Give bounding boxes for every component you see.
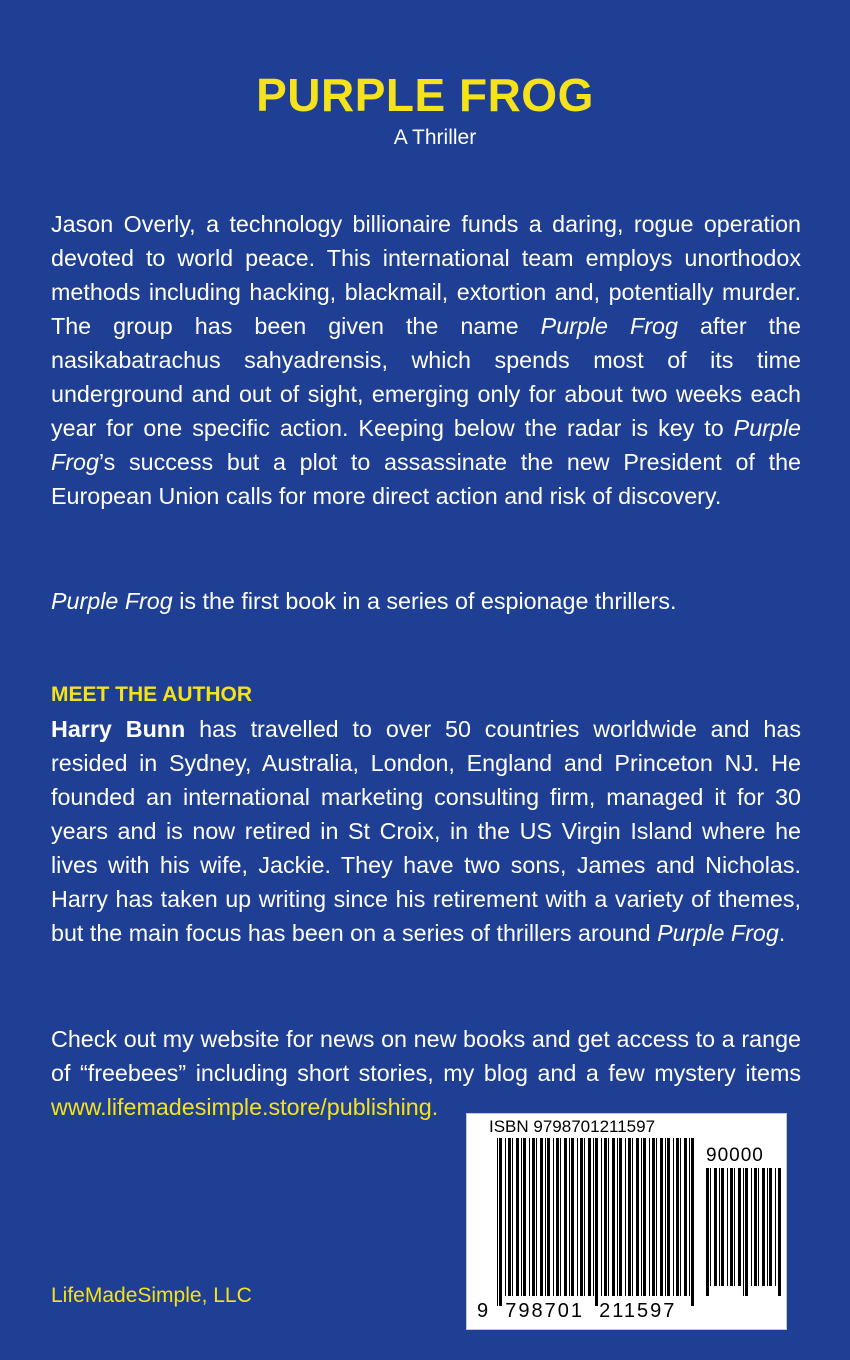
book-blurb: [51, 207, 801, 513]
barcode-bar: [540, 1138, 543, 1296]
book-title: PURPLE FROG: [256, 69, 594, 121]
barcode-bar: [649, 1138, 650, 1296]
barcode-bar: [619, 1138, 622, 1296]
blurb-text-1: Jason Overly, a technology billionaire funds a daring, rogue operation devoted to world peace. This international team employs unorthodox methods including hacking, blackmail, extortion and, potentially murder. The group has been given the name: [51, 211, 801, 339]
author-bio: [51, 712, 801, 950]
barcode-bar: [714, 1168, 717, 1286]
barcode-bar: [754, 1168, 757, 1286]
price-barcode-bars-icon: [706, 1168, 782, 1298]
barcode-bar: [721, 1168, 724, 1286]
barcode-bar: [505, 1138, 506, 1296]
barcode-bar: [628, 1138, 631, 1296]
barcode-bar: [706, 1168, 709, 1296]
series-note: [51, 584, 801, 618]
barcode-bar: [523, 1138, 526, 1296]
barcode-bar: [652, 1138, 655, 1296]
barcode-bar: [762, 1168, 765, 1286]
website-link[interactable]: www.lifemadesimple.store/publishing.: [51, 1094, 439, 1120]
barcode-bar: [569, 1138, 570, 1296]
barcode-bar: [625, 1138, 626, 1296]
author-bio-text-2: .: [778, 920, 786, 946]
barcode-bar: [612, 1138, 615, 1296]
barcode-bar: [643, 1138, 646, 1296]
barcode-bar: [660, 1138, 663, 1296]
barcode-bar: [730, 1168, 733, 1286]
barcode-bar: [593, 1138, 594, 1296]
author-heading: MEET THE AUTHOR: [51, 683, 253, 706]
barcode-bar: [595, 1138, 598, 1306]
barcode-bar: [738, 1168, 741, 1286]
barcode-bar: [553, 1138, 554, 1296]
website-note-text: Check out my website for news on new books and get access to a range of “freebees” including short stories, my blog and a few mystery items: [51, 1026, 801, 1086]
barcode-bar: [775, 1168, 776, 1286]
barcode-bar: [556, 1138, 559, 1296]
publisher-name: LifeMadeSimple, LLC: [51, 1284, 252, 1307]
barcode-bar: [743, 1168, 744, 1296]
barcode-bar: [521, 1138, 522, 1296]
blurb-text-2: after the nasikabatrachus sahyadrensis, which spends most of its time underground and out of sight, emerging only for about two weeks each year for one specific action. Keeping below the radar is key to: [51, 313, 802, 441]
barcode-bar: [571, 1138, 574, 1296]
series-note-text: is the first book in a series of espionage thrillers.: [172, 588, 677, 614]
barcode-bar: [769, 1168, 772, 1286]
barcode-bar: [536, 1138, 537, 1296]
barcode-bar: [727, 1168, 728, 1286]
barcode-bar: [584, 1138, 585, 1296]
barcode-bar: [512, 1138, 513, 1296]
barcode-bar: [604, 1138, 607, 1296]
barcode-bar: [673, 1138, 674, 1296]
barcode-bar: [691, 1138, 694, 1306]
barcode-bar: [497, 1138, 498, 1306]
blurb-text-3: ’s success but a plot to assassinate the new President of the European Union calls for more direct action and risk of discovery.: [51, 449, 801, 509]
barcode-bar: [710, 1168, 711, 1286]
barcode-bar: [751, 1168, 752, 1286]
barcode-bar: [560, 1138, 561, 1296]
barcode-bar: [564, 1138, 567, 1296]
barcode-bar: [608, 1138, 609, 1296]
isbn-label: ISBN 9798701211597: [489, 1117, 656, 1136]
blurb-italic-title-2: Purple Frog: [51, 415, 801, 475]
barcode-bar: [656, 1138, 657, 1296]
barcode-bar: [516, 1138, 519, 1296]
barcode-bar: [636, 1138, 639, 1296]
barcode-bar: [734, 1168, 735, 1286]
series-note-italic: Purple Frog: [51, 588, 173, 614]
barcode-bar: [778, 1168, 781, 1296]
barcode-bar: [580, 1138, 583, 1296]
author-bio-italic: Purple Frog: [657, 920, 779, 946]
barcode-bar: [632, 1138, 633, 1296]
barcode-bar: [532, 1138, 535, 1296]
barcode-bar: [641, 1138, 642, 1296]
barcode-bar: [529, 1138, 530, 1296]
website-note: [51, 1022, 801, 1124]
barcode-bar: [665, 1138, 666, 1296]
isbn-barcode: [466, 1113, 787, 1330]
barcode-bar: [719, 1168, 720, 1286]
barcode-bar: [684, 1138, 687, 1296]
blurb-italic-title-1: Purple Frog: [540, 313, 678, 339]
price-code: 90000: [706, 1145, 764, 1166]
barcode-bar: [767, 1168, 768, 1286]
barcode-bar: [545, 1138, 546, 1296]
barcode-bar: [588, 1138, 591, 1296]
barcode-bar: [508, 1138, 511, 1296]
barcode-digits: 9 798701 211597: [477, 1300, 677, 1322]
barcode-bar: [617, 1138, 618, 1296]
author-bio-text-1: has travelled to over 50 countries worldwide and has resided in Sydney, Australia, London, England and Princeton NJ. He founded an international marketing consulting firm, managed it for 30 years and is now retired in St Croix, in the US Virgin Island where he lives with his wife, Jackie. They have two sons, James and Nicholas. Harry has taken up writing since his retirement with a variety of themes, but the main focus has been on a series of thrillers around: [51, 716, 801, 946]
barcode-bar: [689, 1138, 690, 1296]
barcode-bar: [676, 1138, 679, 1296]
barcode-bar: [758, 1168, 759, 1286]
barcode-bar: [577, 1138, 578, 1296]
barcode-bar: [680, 1138, 681, 1296]
barcode-bar: [547, 1138, 550, 1296]
barcode-bar: [667, 1138, 670, 1296]
barcode-bars-icon: [497, 1138, 695, 1308]
author-name: Harry Bunn: [51, 716, 186, 742]
barcode-bar: [601, 1138, 602, 1296]
barcode-bar: [745, 1168, 748, 1296]
book-subtitle: A Thriller: [393, 126, 477, 149]
barcode-bar: [499, 1138, 502, 1306]
